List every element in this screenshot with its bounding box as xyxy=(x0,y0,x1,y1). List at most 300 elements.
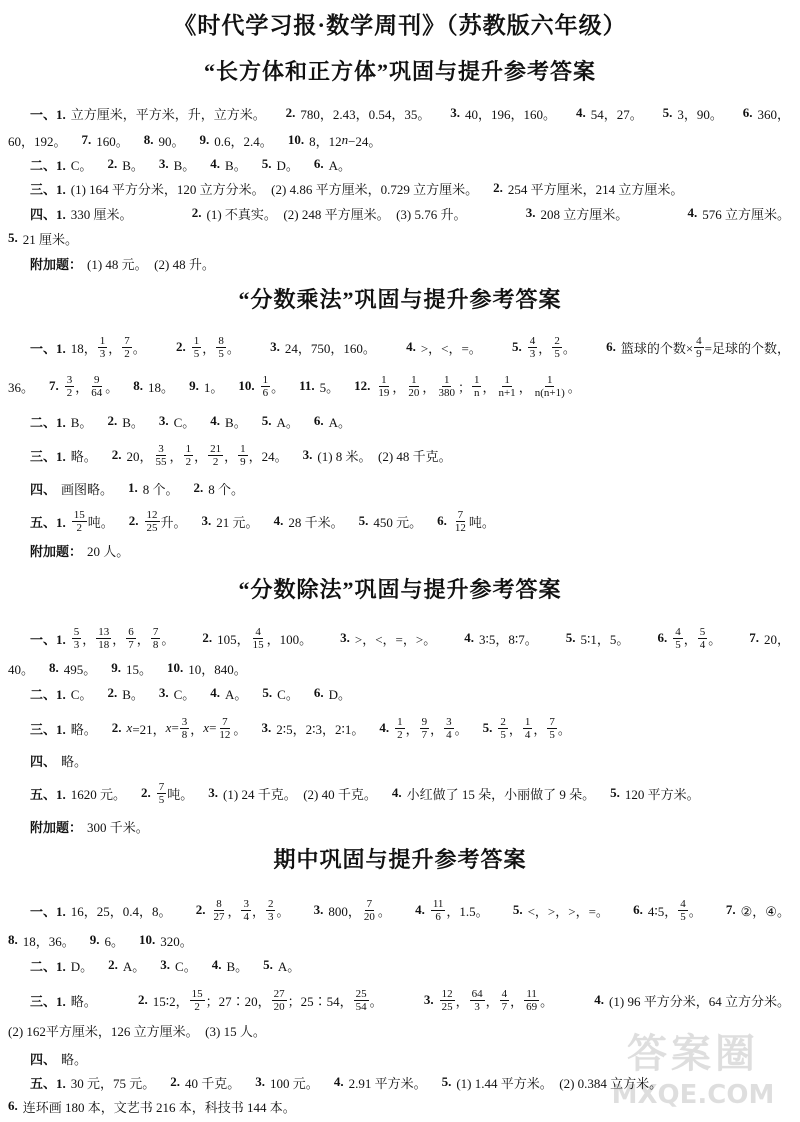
item-number-label: 5. xyxy=(261,156,272,171)
answer-item xyxy=(30,991,97,1010)
item-number-label: 一、1. xyxy=(30,106,66,122)
answer-item xyxy=(576,104,643,123)
fraction-denominator: 8 xyxy=(181,728,188,741)
fraction-numerator: 64 xyxy=(471,987,483,1000)
fraction xyxy=(420,716,430,741)
fraction-denominator: 3 xyxy=(99,347,106,360)
item-number-label: 2. xyxy=(195,902,206,917)
answer-text: C。 xyxy=(70,686,93,702)
answer-item xyxy=(194,479,245,498)
answer-text: >，<，=。 xyxy=(420,340,482,356)
answer-text: 。 xyxy=(226,340,240,356)
answer-text: = xyxy=(171,720,179,735)
answer-text: D。 xyxy=(276,157,299,173)
answer-item xyxy=(30,684,92,703)
item-number-label: 8. xyxy=(49,660,59,675)
fraction-denominator: 27 xyxy=(213,910,225,923)
answer-text: (1) 96 平方分米，64 立方分米。 xyxy=(609,993,790,1009)
fraction-numerator: 7 xyxy=(158,780,165,793)
answer-text: 15。 xyxy=(126,661,153,677)
item-number-label: 2. xyxy=(170,1074,181,1089)
item-number-label: 5. xyxy=(565,630,576,645)
item-number-label: 5. xyxy=(482,720,493,735)
fraction-numerator: 7 xyxy=(124,334,130,347)
answer-item xyxy=(30,541,129,560)
fraction-denominator: n(n+1) xyxy=(534,386,565,399)
answer-text: 360， xyxy=(757,106,790,122)
answer-text: 连环画 180 本，文艺书 216 本，科技书 144 本。 xyxy=(22,1099,296,1115)
answer-item xyxy=(657,626,721,651)
answer-line xyxy=(30,679,351,707)
item-number-label: 3. xyxy=(158,413,169,428)
answer-item xyxy=(111,659,152,678)
math-variable: n xyxy=(341,132,349,147)
answer-line xyxy=(30,441,452,469)
fraction-denominator: 8 xyxy=(152,638,159,651)
fraction-numerator: 1 xyxy=(504,373,510,386)
answer-text: (1) 48 元。 (2) 48 升。 xyxy=(87,256,215,272)
answer-text: 。 xyxy=(161,631,175,647)
fraction-numerator: 6 xyxy=(128,625,134,638)
answer-text: ，24。 xyxy=(248,448,288,464)
answer-item xyxy=(192,204,467,223)
item-number-label: 3. xyxy=(302,447,313,462)
answer-text: 升。 xyxy=(160,514,187,530)
answer-text: 10，840。 xyxy=(188,661,247,677)
answer-text: 208 立方厘米。 xyxy=(540,206,629,222)
fraction-denominator: 5 xyxy=(549,728,555,741)
fraction-numerator: 1 xyxy=(193,334,200,347)
answer-item xyxy=(314,155,351,174)
answer-line xyxy=(8,224,78,252)
answer-item xyxy=(274,512,344,531)
fraction-denominator: 2 xyxy=(185,455,192,468)
answer-text: 6。 xyxy=(104,933,125,949)
fraction-denominator: 7 xyxy=(421,728,428,741)
answer-text: ， xyxy=(251,903,265,919)
answer-item xyxy=(726,901,790,920)
watermark-cn: 答案圈 xyxy=(627,1031,759,1077)
item-number-label: 五、1. xyxy=(30,1075,66,1091)
fraction-numerator: 12 xyxy=(146,508,158,521)
answer-text: C。 xyxy=(173,414,196,430)
answer-text: C。 xyxy=(175,958,197,974)
answer-item xyxy=(30,901,172,920)
answer-text: A。 xyxy=(328,157,351,173)
answer-text: ， xyxy=(190,721,204,737)
item-number-label: 10. xyxy=(238,378,255,393)
answer-text: 20， xyxy=(126,448,153,464)
fraction-denominator: 2 xyxy=(124,347,130,360)
answer-text: 300 千米。 xyxy=(87,819,149,835)
answer-item xyxy=(288,131,382,150)
answer-text: 2∶5，2∶3，2∶1。 xyxy=(276,721,365,737)
fraction-numerator: 1 xyxy=(411,373,417,386)
answer-item xyxy=(159,412,195,431)
item-number-label: 3. xyxy=(160,957,171,972)
answer-item xyxy=(262,155,299,174)
answer-text: ， xyxy=(485,993,499,1009)
answer-text: 90。 xyxy=(158,133,185,149)
fraction xyxy=(395,716,405,741)
answer-text: 篮球的个数× xyxy=(620,340,694,356)
answer-item xyxy=(8,131,67,150)
answer-item xyxy=(30,254,215,273)
item-number-label: 8. xyxy=(8,932,18,947)
fraction-numerator: 7 xyxy=(366,897,373,910)
answer-line xyxy=(8,372,581,400)
item-number-label: 4. xyxy=(210,156,221,171)
item-number-label: 5. xyxy=(662,105,673,120)
answer-text: D。 xyxy=(328,686,351,702)
item-number-label: 3. xyxy=(201,513,212,528)
fraction-numerator: 4 xyxy=(529,334,536,347)
item-number-label: 一、1. xyxy=(30,631,66,647)
answer-item xyxy=(30,204,133,223)
answer-line xyxy=(30,407,351,435)
item-number-label: 5. xyxy=(610,785,620,800)
fraction xyxy=(180,716,190,741)
fraction-numerator: 2 xyxy=(554,334,560,347)
fraction-numerator: 9 xyxy=(421,715,428,728)
fraction-numerator: 7 xyxy=(457,508,464,521)
item-number-label: 3. xyxy=(313,902,324,917)
answer-line xyxy=(30,779,700,807)
answer-item xyxy=(566,629,630,648)
answer-line xyxy=(30,812,149,840)
answer-text: 。 xyxy=(276,903,290,919)
answer-item xyxy=(594,991,790,1010)
answer-text: B。 xyxy=(122,686,144,702)
answer-text: = xyxy=(209,720,217,735)
item-number-label: 二、1. xyxy=(30,958,66,974)
answer-item xyxy=(30,335,146,360)
fraction-numerator: 7 xyxy=(549,715,555,728)
answer-text: A。 xyxy=(276,414,299,430)
answer-item xyxy=(299,377,339,396)
fraction-numerator: 21 xyxy=(210,442,222,455)
answer-text: B。 xyxy=(226,958,249,974)
answer-item xyxy=(8,659,34,678)
answer-item xyxy=(176,335,240,360)
fraction-denominator: 4 xyxy=(524,728,531,741)
item-number-label: 9. xyxy=(89,932,100,947)
item-number-label: 5. xyxy=(512,902,523,917)
answer-text: =足球的个数， xyxy=(704,340,790,356)
fraction-denominator: 20 xyxy=(273,1000,285,1013)
answer-text: ；27∶20， xyxy=(205,993,271,1009)
answer-text: ，100。 xyxy=(266,631,313,647)
fraction xyxy=(145,509,160,534)
answer-text: A。 xyxy=(328,414,351,430)
fraction-denominator: 5 xyxy=(554,347,560,360)
item-number-label: 6. xyxy=(742,105,753,120)
item-number-label: 5. xyxy=(261,413,272,428)
answer-line xyxy=(8,1016,266,1044)
answer-text: 576 立方厘米。 xyxy=(702,206,790,222)
answer-item xyxy=(30,626,174,651)
answer-item xyxy=(139,931,193,950)
item-number-label: 7. xyxy=(49,378,59,393)
answer-text: ②，④。 xyxy=(740,903,790,919)
answer-text: 21 元。 xyxy=(216,514,259,530)
answer-item xyxy=(144,131,185,150)
item-number-label: 3. xyxy=(158,156,169,171)
answer-line xyxy=(30,333,790,361)
item-number-label: 4. xyxy=(415,902,425,917)
answer-item xyxy=(261,719,364,738)
answer-text: 54，27。 xyxy=(590,106,643,122)
answer-item xyxy=(49,659,96,678)
item-number-label: 4. xyxy=(594,992,605,1007)
item-number-label: 三、1. xyxy=(30,721,66,737)
item-number-label: 8. xyxy=(133,378,144,393)
item-number-label: 7. xyxy=(81,132,92,147)
answer-text: C。 xyxy=(173,686,196,702)
answer-text: ， xyxy=(482,379,496,395)
item-number-label: 三、1. xyxy=(30,181,66,197)
answer-text: 8 个。 xyxy=(208,481,245,497)
answer-item xyxy=(424,988,553,1013)
answer-item xyxy=(159,684,195,703)
fraction-numerator: 3 xyxy=(158,442,164,455)
fraction-numerator: 4 xyxy=(696,334,702,347)
item-number-label: 1. xyxy=(128,480,138,495)
answer-text: ， xyxy=(392,379,406,395)
answer-text: ； xyxy=(457,379,471,395)
math-variable: x xyxy=(165,720,172,735)
answer-text: 吨。 xyxy=(167,786,194,802)
fraction xyxy=(354,988,369,1013)
fraction xyxy=(444,716,454,741)
answer-line xyxy=(8,654,247,682)
answer-item xyxy=(210,155,246,174)
item-number-label: 6. xyxy=(8,1098,18,1113)
item-number-label: 6. xyxy=(657,630,668,645)
item-number-label: 二、1. xyxy=(30,414,66,430)
fraction xyxy=(154,443,169,468)
fraction-numerator: 1 xyxy=(381,373,387,386)
item-number-label: 三、1. xyxy=(30,993,66,1009)
item-number-label: 2. xyxy=(176,339,186,354)
answer-line xyxy=(30,896,790,924)
item-number-label: 9. xyxy=(189,378,199,393)
answer-item xyxy=(112,443,288,468)
answer-line xyxy=(8,1092,296,1120)
fraction-numerator: 1 xyxy=(473,373,480,386)
section-heading: “长方体和正方体”巩固与提升参考答案 xyxy=(203,59,596,84)
answer-text: 105， xyxy=(217,631,250,647)
answer-text: <，>，>，=。 xyxy=(527,903,609,919)
answer-item xyxy=(189,377,223,396)
answer-item xyxy=(30,1073,155,1092)
fraction-numerator: 7 xyxy=(222,715,228,728)
answer-text: 吨。 xyxy=(468,514,495,530)
fraction-denominator: n xyxy=(473,386,480,399)
fraction-numerator: 1 xyxy=(524,715,531,728)
answer-text: ， xyxy=(422,379,436,395)
fraction xyxy=(211,898,226,923)
answer-text: ， xyxy=(508,721,522,737)
fraction-denominator: 3 xyxy=(267,910,274,923)
answer-item xyxy=(128,479,179,498)
fraction-denominator: 6 xyxy=(262,386,269,399)
answer-item xyxy=(379,716,467,741)
fraction-denominator: 20 xyxy=(408,386,420,399)
answer-text: 。 xyxy=(562,340,576,356)
fraction xyxy=(151,626,161,651)
fraction-denominator: 5 xyxy=(218,347,224,360)
answer-line xyxy=(30,474,244,502)
fraction-denominator: 25 xyxy=(441,1000,453,1013)
fraction xyxy=(251,626,266,651)
fraction-denominator: 55 xyxy=(155,455,167,468)
item-number-label: 2. xyxy=(193,480,204,495)
fraction xyxy=(533,374,567,399)
fraction-numerator: 11 xyxy=(432,897,444,910)
answer-text: 24，750，160。 xyxy=(284,340,376,356)
answer-item xyxy=(49,374,118,399)
fraction-numerator: 8 xyxy=(216,897,222,910)
item-number-label: 5. xyxy=(358,513,369,528)
answer-text: 2.91 平方米。 xyxy=(348,1075,427,1091)
answer-item xyxy=(167,659,247,678)
answer-item xyxy=(415,898,489,923)
fraction xyxy=(98,335,108,360)
answer-text: (1) 1.44 平方米。 (2) 0.384 立方米。 xyxy=(456,1075,663,1091)
fraction xyxy=(272,988,287,1013)
answer-text: ；25∶54， xyxy=(287,993,353,1009)
answer-item xyxy=(30,479,113,498)
answer-item xyxy=(108,956,145,975)
fraction-denominator: 3 xyxy=(529,347,536,360)
fraction xyxy=(89,374,104,399)
item-number-label: 3. xyxy=(450,105,461,120)
item-number-label: 4. xyxy=(575,105,586,120)
fraction-numerator: 11 xyxy=(526,987,537,1000)
answer-text: 120 平方米。 xyxy=(624,786,700,802)
fraction xyxy=(72,509,87,534)
item-number-label: 二、1. xyxy=(30,157,66,173)
answer-item xyxy=(159,155,195,174)
fraction xyxy=(436,374,457,399)
answer-text: 吨。 xyxy=(87,514,114,530)
answer-text: B。 xyxy=(70,414,93,430)
answer-item xyxy=(8,1097,296,1116)
answer-text: 8，12 xyxy=(309,133,342,149)
answer-line xyxy=(30,746,87,774)
section-heading: “分数除法”巩固与提升参考答案 xyxy=(238,577,562,602)
fraction-numerator: 1 xyxy=(262,373,269,386)
fraction xyxy=(496,374,517,399)
fraction-numerator: 3 xyxy=(181,715,188,728)
item-number-label: 3. xyxy=(270,339,280,354)
answer-text: ， xyxy=(194,448,208,464)
answer-text: 。 xyxy=(567,379,581,395)
answer-text: ，1.5。 xyxy=(446,903,489,919)
answer-text: 100 元。 xyxy=(270,1075,319,1091)
answer-text: 18， xyxy=(70,340,97,356)
fraction-denominator: 5 xyxy=(193,347,200,360)
fraction xyxy=(376,374,391,399)
item-number-label: 3. xyxy=(525,205,536,220)
item-number-label: 2. xyxy=(493,180,503,195)
answer-text: 4∶5， xyxy=(647,903,678,919)
answer-item xyxy=(30,412,92,431)
answer-text: ， xyxy=(82,631,96,647)
answer-line xyxy=(30,249,215,277)
item-number-label: 5. xyxy=(441,1074,452,1089)
answer-line xyxy=(30,99,790,127)
answer-text: 小红做了 15 朵，小丽做了 9 朵。 xyxy=(406,786,596,802)
fraction-numerator: 4 xyxy=(675,625,681,638)
fraction-denominator: 7 xyxy=(501,1000,508,1013)
answer-item xyxy=(107,684,143,703)
fraction xyxy=(241,898,251,923)
item-number-label: 5. xyxy=(512,339,522,354)
item-number-label: 9. xyxy=(199,132,210,147)
item-number-label: 9. xyxy=(111,660,122,675)
item-number-label: 四、 xyxy=(30,481,57,497)
answer-item xyxy=(30,1049,87,1068)
item-number-label: 6. xyxy=(606,339,616,354)
fraction-denominator: 5 xyxy=(158,793,165,806)
fraction-numerator: 3 xyxy=(243,897,249,910)
answer-text: 略。 xyxy=(70,993,97,1009)
item-number-label: 6. xyxy=(633,902,643,917)
answer-text: ， xyxy=(202,340,216,356)
answer-text: D。 xyxy=(70,958,94,974)
fraction-numerator: 1 xyxy=(240,442,246,455)
item-number-label: 2. xyxy=(137,992,148,1007)
answer-line xyxy=(30,174,683,202)
fraction-denominator: 2 xyxy=(76,521,83,534)
item-number-label: 6. xyxy=(313,685,324,700)
answer-text: 1。 xyxy=(203,379,224,395)
item-number-label: 2. xyxy=(107,156,118,171)
fraction xyxy=(261,374,271,399)
item-number-label: 2. xyxy=(128,513,139,528)
answer-line xyxy=(8,926,193,954)
answer-text: 20 人。 xyxy=(87,543,130,559)
item-number-label: 四、1. xyxy=(30,206,66,222)
answer-line xyxy=(30,714,571,742)
answer-text: 。 xyxy=(688,903,702,919)
answer-text: 。 xyxy=(369,993,383,1009)
item-number-label: 6. xyxy=(313,156,324,171)
answer-text: 254 平方厘米，214 立方厘米。 xyxy=(507,181,684,197)
answer-text: B。 xyxy=(122,414,144,430)
item-number-label: 一、1. xyxy=(30,903,66,919)
answer-text: ， xyxy=(518,379,532,395)
answer-item xyxy=(30,179,478,198)
item-number-label: 附加题： xyxy=(30,543,83,559)
answer-item xyxy=(8,1021,266,1040)
answer-text: 。 xyxy=(454,721,468,737)
answer-item xyxy=(513,901,609,920)
fraction-numerator: 2 xyxy=(500,715,506,728)
answer-text: ， xyxy=(683,631,697,647)
answer-text: 略。 xyxy=(61,753,88,769)
fraction-denominator: 4 xyxy=(243,910,249,923)
item-number-label: 4. xyxy=(464,630,474,645)
answer-item xyxy=(663,104,723,123)
fraction xyxy=(184,443,194,468)
item-number-label: 5. xyxy=(8,230,18,245)
item-number-label: 6. xyxy=(313,413,324,428)
item-number-label: 4. xyxy=(333,1074,344,1089)
answer-text: ， xyxy=(455,993,469,1009)
